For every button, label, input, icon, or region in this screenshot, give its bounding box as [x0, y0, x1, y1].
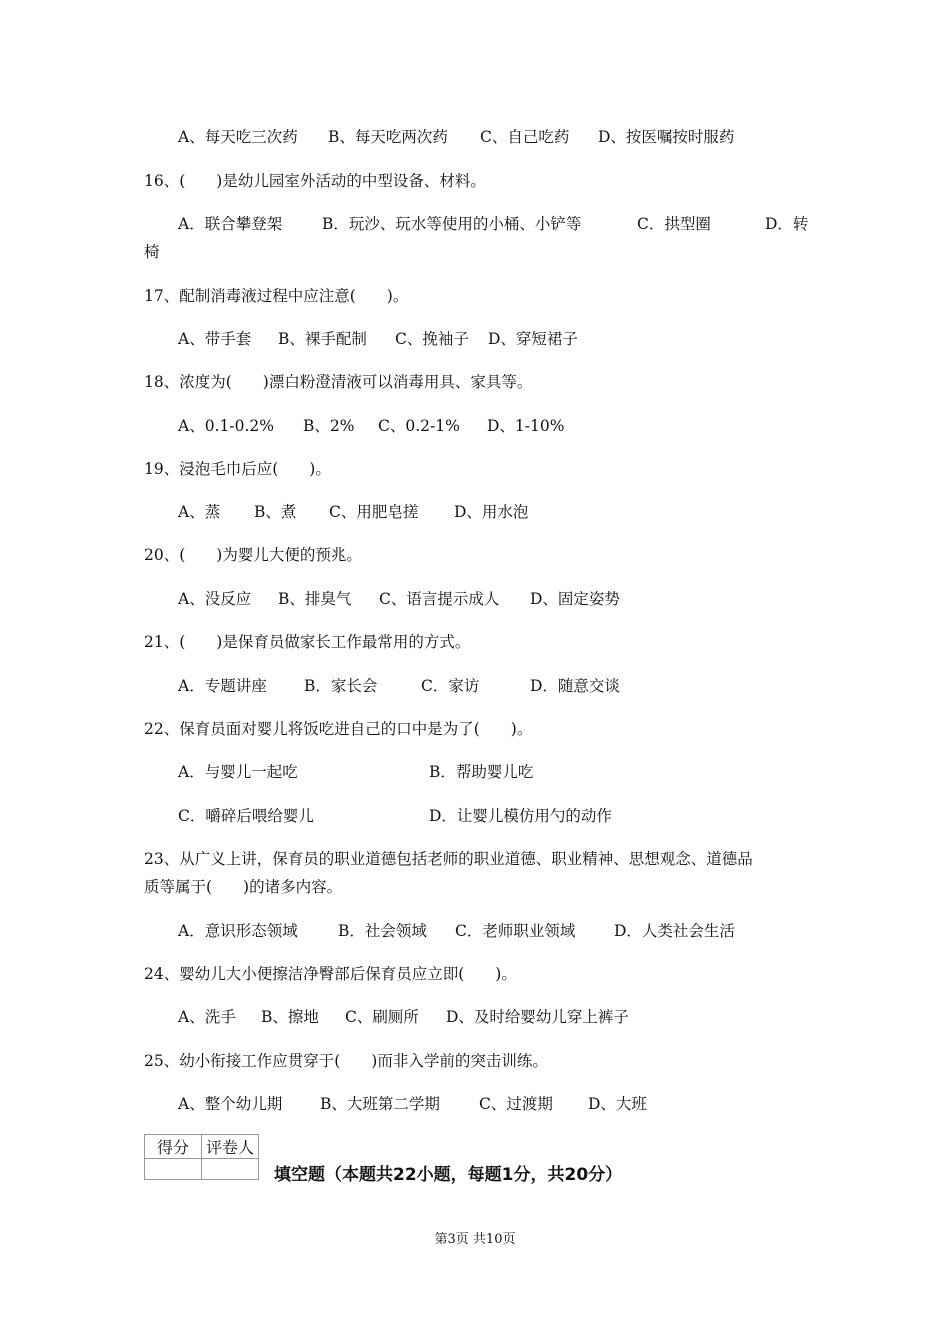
q24-option-a: A、洗手	[178, 1008, 236, 1026]
grader-cell	[202, 1159, 259, 1180]
q17-option-d: D、穿短裙子	[488, 330, 578, 348]
q21-option-c: C．家访	[421, 677, 480, 695]
q24-option-c: C、刷厕所	[345, 1008, 419, 1026]
score-cell	[145, 1159, 202, 1180]
q16-option-b: B．玩沙、玩水等使用的小桶、小铲等	[322, 215, 582, 233]
q17-option-a: A、带手套	[178, 330, 252, 348]
q15-option-c: C、自己吃药	[480, 128, 570, 146]
q20-stem: 20、( )为婴儿大便的预兆。	[144, 546, 362, 564]
q15-option-a: A、每天吃三次药	[178, 128, 298, 146]
q20-option-b: B、排臭气	[278, 590, 352, 608]
q21-option-b: B．家长会	[304, 677, 378, 695]
q19-option-b: B、煮	[254, 503, 297, 521]
q15-option-b: B、每天吃两次药	[328, 128, 448, 146]
q20-option-d: D、固定姿势	[530, 590, 620, 608]
q21-option-a: A．专题讲座	[178, 677, 267, 695]
q19-stem: 19、浸泡毛巾后应( )。	[144, 460, 331, 478]
q25-option-c: C、过渡期	[479, 1095, 553, 1113]
q24-stem: 24、婴幼儿大小便擦洁净臀部后保育员应立即( )。	[144, 965, 517, 983]
q21-stem: 21、( )是保育员做家长工作最常用的方式。	[144, 633, 471, 651]
q25-stem: 25、幼小衔接工作应贯穿于( )而非入学前的突击训练。	[144, 1052, 548, 1070]
q19-option-c: C、用肥皂搓	[329, 503, 419, 521]
q23-stem-continued: 质等属于( )的诸多内容。	[144, 878, 343, 896]
q21-option-d: D．随意交谈	[530, 677, 620, 695]
q25-option-d: D、大班	[588, 1095, 647, 1113]
q17-option-c: C、挽袖子	[395, 330, 469, 348]
q17-option-b: B、裸手配制	[278, 330, 367, 348]
q16-option-a: A．联合攀登架	[178, 215, 283, 233]
q20-option-a: A、没反应	[178, 590, 252, 608]
q18-option-b: B、2%	[303, 417, 355, 435]
page-footer: 第3页 共10页	[434, 1232, 516, 1247]
q18-option-c: C、0.2-1%	[378, 417, 460, 435]
q24-option-d: D、及时给婴幼儿穿上裤子	[446, 1008, 629, 1026]
q16-option-d-wrap: 椅	[144, 243, 160, 261]
q22-option-b: B．帮助婴儿吃	[429, 763, 534, 781]
q25-option-b: B、大班第二学期	[320, 1095, 440, 1113]
q18-option-a: A、0.1-0.2%	[178, 417, 274, 435]
q22-option-d: D．让婴儿模仿用勺的动作	[429, 807, 612, 825]
q23-stem: 23、从广义上讲，保育员的职业道德包括老师的职业道德、职业精神、思想观念、道德品	[144, 850, 753, 868]
q18-stem: 18、浓度为( )漂白粉澄清液可以消毒用具、家具等。	[144, 373, 533, 391]
q25-option-a: A、整个幼儿期	[178, 1095, 283, 1113]
q17-stem: 17、配制消毒液过程中应注意( )。	[144, 287, 409, 305]
q22-option-a: A．与婴儿一起吃	[178, 763, 298, 781]
grader-header: 评卷人	[202, 1135, 259, 1159]
q23-option-b: B．社会领域	[338, 922, 427, 940]
q23-option-a: A．意识形态领域	[178, 922, 298, 940]
q22-option-c: C．嚼碎后喂给婴儿	[178, 807, 314, 825]
q16-option-d: D．转	[765, 215, 809, 233]
q19-option-d: D、用水泡	[454, 503, 529, 521]
q24-option-b: B、擦地	[261, 1008, 319, 1026]
q22-stem: 22、保育员面对婴儿将饭吃进自己的口中是为了( )。	[144, 720, 533, 738]
q15-option-d: D、按医嘱按时服药	[598, 128, 735, 146]
score-header: 得分	[145, 1135, 202, 1159]
score-table	[144, 1134, 259, 1180]
q18-option-d: D、1-10%	[487, 417, 565, 435]
q16-stem: 16、( )是幼儿园室外活动的中型设备、材料。	[144, 172, 486, 190]
section-title: 填空题（本题共22小题，每题1分，共20分）	[274, 1165, 623, 1185]
q19-option-a: A、蒸	[178, 503, 221, 521]
q16-option-c: C．拱型圈	[637, 215, 711, 233]
q23-option-d: D．人类社会生活	[614, 922, 735, 940]
q20-option-c: C、语言提示成人	[379, 590, 500, 608]
q23-option-c: C．老师职业领域	[455, 922, 576, 940]
